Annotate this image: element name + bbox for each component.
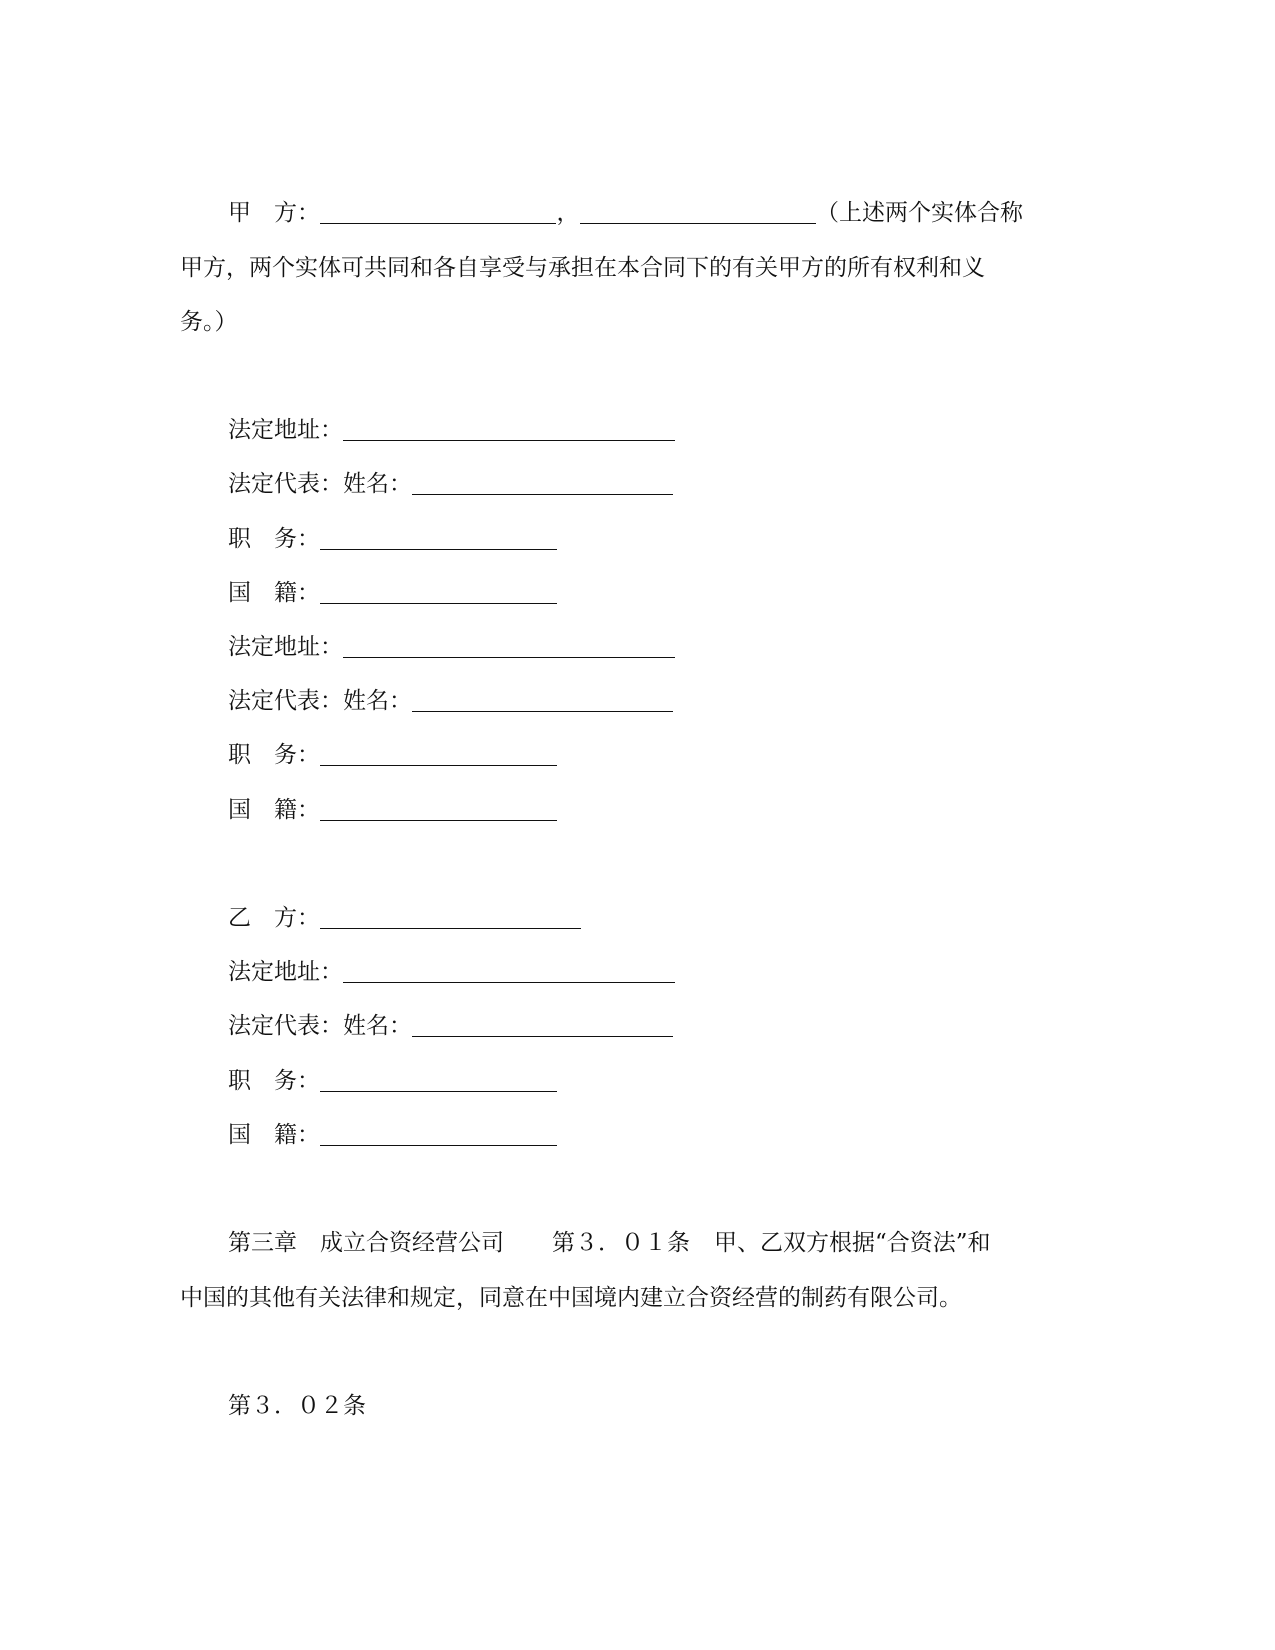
party-a-label: 甲 方： — [228, 200, 320, 226]
party-a-entity2-blank[interactable] — [580, 203, 816, 224]
article-301-line2: 中国的其他有关法律和规定，同意在中国境内建立合资经营的制药有限公司。 — [180, 1285, 962, 1311]
entity2-rep-blank[interactable] — [412, 691, 673, 712]
nationality-label: 国 籍： — [228, 580, 320, 606]
article-301-text: 甲、乙双方根据“合资法”和 — [714, 1230, 991, 1256]
entity2-address-blank[interactable] — [343, 637, 675, 658]
entity1-nationality-blank[interactable] — [320, 583, 557, 604]
title-label: 职 务： — [228, 1068, 320, 1094]
chapter3-heading-line — [228, 1228, 991, 1258]
title-label: 职 务： — [228, 742, 320, 768]
party-a-intro-text: （上述两个实体合称 — [816, 200, 1023, 226]
entity1-address-row — [228, 415, 675, 445]
party-b-address-row — [228, 957, 675, 987]
article-302-label: 第３．０２条 — [228, 1393, 366, 1419]
party-b-label: 乙 方： — [228, 905, 320, 931]
entity1-rep-blank[interactable] — [412, 474, 673, 495]
title-label: 职 务： — [228, 526, 320, 552]
party-b-title-row — [228, 1066, 557, 1096]
entity2-rep-row — [228, 686, 673, 716]
chapter3-heading: 第三章 成立合资经营公司 — [228, 1230, 504, 1256]
party-a-entity1-blank[interactable] — [320, 203, 556, 224]
rep-label: 法定代表：姓名： — [228, 471, 412, 497]
entity1-nationality-row — [228, 578, 557, 608]
party-b-rep-row — [228, 1011, 673, 1041]
party-a-separator: ， — [556, 200, 580, 226]
entity1-title-row — [228, 524, 557, 554]
entity2-title-row — [228, 740, 557, 770]
entity2-nationality-blank[interactable] — [320, 800, 557, 821]
rep-label: 法定代表：姓名： — [228, 688, 412, 714]
party-a-line — [228, 198, 1023, 228]
nationality-label: 国 籍： — [228, 797, 320, 823]
rep-label: 法定代表：姓名： — [228, 1013, 412, 1039]
entity1-rep-row — [228, 469, 673, 499]
address-label: 法定地址： — [228, 959, 343, 985]
entity1-address-blank[interactable] — [343, 420, 675, 441]
party-b-address-blank[interactable] — [343, 962, 675, 983]
address-label: 法定地址： — [228, 634, 343, 660]
party-a-intro-line3: 务。） — [180, 309, 238, 335]
party-b-name-blank[interactable] — [320, 908, 581, 929]
party-b-row — [228, 903, 581, 933]
address-label: 法定地址： — [228, 417, 343, 443]
party-a-intro-line2: 甲方，两个实体可共同和各自享受与承担在本合同下的有关甲方的所有权利和义 — [180, 255, 985, 281]
party-b-rep-blank[interactable] — [412, 1016, 673, 1037]
entity2-address-row — [228, 632, 675, 662]
party-b-nationality-blank[interactable] — [320, 1125, 557, 1146]
party-b-nationality-row — [228, 1120, 557, 1150]
nationality-label: 国 籍： — [228, 1122, 320, 1148]
party-b-title-blank[interactable] — [320, 1071, 557, 1092]
entity2-nationality-row — [228, 795, 557, 825]
entity1-title-blank[interactable] — [320, 529, 557, 550]
article-301-label: 第３．０１条 — [552, 1230, 690, 1256]
entity2-title-blank[interactable] — [320, 745, 557, 766]
